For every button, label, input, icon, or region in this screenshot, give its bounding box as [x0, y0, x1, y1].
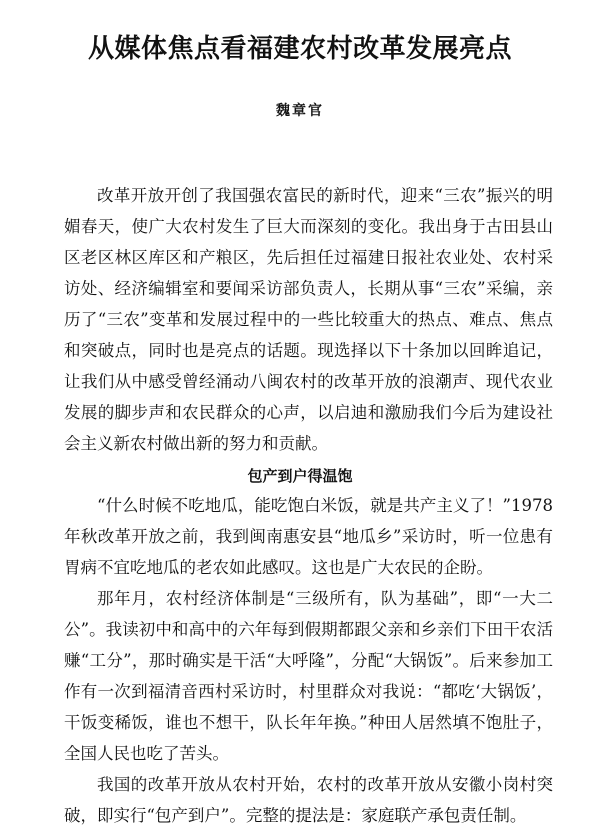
- article-title: 从媒体焦点看福建农村改革发展亮点: [87, 34, 512, 64]
- section-paragraph-1: “什么时候不吃地瓜，能吃饱白米饭，就是共产主义了！”1978年秋改革开放之前，我到闽南惠安县“地瓜乡”采访时，听一位患有胃病不宜吃地瓜的老农如此感叹。这也是广大农民的企盼。: [64, 496, 553, 577]
- section-title: 包产到户得温饱: [247, 467, 353, 485]
- article-author: 魏章官: [276, 103, 324, 119]
- section-paragraph-3: 我国的改革开放从农村开始，农村的改革开放从安徽小岗村突破，即实行“包产到户”。完整的提法是：家庭联产承包责任制。: [64, 775, 553, 825]
- section-paragraph-2: 那年月，农村经济体制是“三级所有，队为基础”，即“一大二公”。我读初中和高中的六年每到假期都跟父亲和乡亲们下田干农活赚“工分”，那时确实是干活“大呼隆”，分配“大锅饭”。后来参加工作有一次到福清音西村采访时，村里群众对我说：“都吃‘大锅饭’，干饭变稀饭，谁也不想干，队长年年换。”种田人居然填不饱肚子，全国人民也吃了苦头。: [64, 589, 553, 763]
- intro-paragraph: 改革开放开创了我国强农富民的新时代，迎来“三农”振兴的明媚春天，使广大农村发生了巨大而深刻的变化。我出身于古田县山区老区林区库区和产粮区，先后担任过福建日报社农业处、农村采访处、经济编辑室和要闻采访部负责人，长期从事“三农”采编，亲历了“三农”变革和发展过程中的一些比较重大的热点、难点、焦点和突破点，同时也是亮点的话题。现选择以下十条加以回眸追记，让我们从中感受曾经涌动八闽农村的改革开放的浪潮声、现代农业发展的脚步声和农民群众的心声，以启迪和激励我们今后为建设社会主义新农村做出新的努力和贡献。: [64, 186, 553, 453]
